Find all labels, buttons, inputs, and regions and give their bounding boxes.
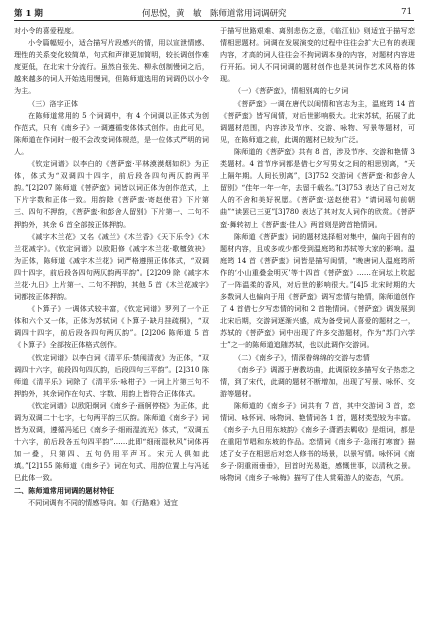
body-paragraph: 陈师道的《南乡子》词共有 7 首，其中交游词 3 首，恋情词、咏怀词、咏物词、艳情词各 1 首，题材类型较为丰富。《南乡子·九日用东坡韵》《南乡子·潇洒去羁收》是组词，都是在重阳节唱和东坡的作品。恋情词《南乡子·急雨打寒窗》描述了女子在相思后对恋人修书的场景，以景写情。咏怀词《南乡子·阴重雨垂垂》，回首时光易逝，感慨世事，以清秋之景。咏物词《南乡子·咏梅》描写了佳人赏菊游人的姿态，气质。 — [220, 400, 415, 483]
left-column — [14, 25, 209, 509]
subsection-heading: （一）《菩萨蛮》，情相别离的七夕词 — [234, 86, 349, 96]
subsection-heading: （二）《南乡子》，情深眷绵绵的交游与恋情 — [234, 352, 370, 362]
body-paragraph: 《钦定词谱》以欧阳炯词《南乡子·画舸停桡》为正体，此调为双调二十七字，七句两平韵三仄韵。陈师道《南乡子》词皆为双调，遵循冯延巳《南乡子·细雨湿流光》体式，“双调五十六字，前后段各五句四平韵”……此即“细雨湿秋风”词体再加一叠，只第四、五句仍用平声耳。宋元人俱如此填。”[2]155 陈师道《南乡子》词在句式、用韵位置上与冯延巳此体一致。 — [14, 400, 209, 483]
page-number: 71 — [401, 7, 412, 17]
body-paragraph: 小令篇幅短小，适合描写片段感兴的情，用以宣泄情感、理性的关系变化较简单，句式和声律更加简明，较长调创作难度更低，在北宋十分流行。虽然自张先、柳永创制慢词之后，越来越多的词人开始选用慢词，但陈师道选用的词调仍以小令为主。 — [14, 38, 209, 96]
body-paragraph: 于描写世路艰难、离别悲伤之意，《临江仙》则适宜于描写恋情相思题材。词调在发展演变的过程中往往会扩大已有的表现内容，才高的词人往往会不拘词调本身的内容，对题材内容进行开拓。词人不同词调的题材创作也是其词作艺术风格的体现。 — [220, 26, 415, 84]
body-paragraph: 《钦定词谱》以李白词《清平乐·禁闱清夜》为正体，“双调四十六字，前段四句四仄韵，后段四句三平韵”。[2]310 陈师道《清平乐》词除了《清平乐·咏柑子》一词上片第三句不押韵外，其余词作在句式、字数、用韵上皆符合正体体式。 — [14, 352, 209, 398]
section-heading: 二、陈师道常用词调的题材特征 — [14, 485, 115, 495]
body-paragraph: 在陈师道常用的 5 个词调中，有 4 个词调以正体式为创作范式，只有《南乡子》一调遵循变体体式创作。由此可见，陈师道在作词时一般不会改变词体规范，是一位体式严明的词人。 — [14, 110, 209, 156]
subsection-heading: （三）洛字正体 — [28, 98, 79, 108]
body-paragraph: 对小令的喜爱程度。 — [14, 26, 79, 35]
body-paragraph: 《菩萨蛮》一调在唐代以闺情和宫志为主，温庭筠 14 首《菩萨蛮》皆写闺情，对后世影响极大。北宋苏轼，拓展了此调题材范围，内容涉及节序、交游、咏物、写景等题材，可见，在陈师道之前，此调的题材已较为广泛。 — [220, 98, 415, 144]
body-paragraph: 《钦定词谱》以李白的《菩萨蛮·平林漠漠烟如织》为正体，体式为“双调四十四字，前后段各四句两仄韵两平韵。”[2]207 陈师道《菩萨蛮》词皆以词正体为创作范式，上下片字数和正体一致。用韵除《菩萨蛮·寄赵使君》下片第三、四句不押韵，《菩萨蛮·和彭舍人留别》下片第一、二句不押韵外，其余 6 首全部按正体押韵。 — [14, 159, 209, 229]
body-paragraph: 《卜算子》一调体式较丰富，《钦定词谱》罗列了一个正体和六个又一体，正体为苏轼词《卜算子·缺月挂疏桐》，“双调四十四字，前后段各四句两仄韵”。[2]206 陈师道 5 首《卜算子》全部按正体格式创作。 — [14, 304, 209, 350]
body-paragraph: 不同词调有不同的情感导向。如《行路难》适宜 — [28, 497, 179, 507]
right-column — [220, 25, 415, 485]
header-rule — [14, 20, 414, 21]
body-paragraph: 《南乡子》调源于唐教坊曲，此调原较多描写女子热恋之情，到了宋代，此调的题材不断增加，出现了写景、咏怀、交游等题材。 — [220, 364, 415, 398]
running-title: 何思悦，黄 敏 陈师道常用词调研究 — [142, 9, 287, 19]
issue-label: 第 1 期 — [14, 9, 43, 19]
body-paragraph: 陈师道《菩萨蛮》词的题材选择相对集中，偏向于固有的题材内容，且或多或少都受到温庭筠和苏轼等大家的影响。温庭筠 14 首《菩萨蛮》词皆是描写闺情，“晚唐词人温庭筠所作的‘小山重叠金明灭’等十四首《菩萨蛮》……在词坛上吹起了一阵温柔的香风，对后世的影响很大。”[4]5 北宋时期的大多数词人也偏向于用《菩萨蛮》调写恋情与艳情，陈师道创作了 4 首借七夕写恋情的词和 2 首艳情词。《菩萨蛮》调发展到北宋后期，交游词逐渐兴盛，成为备受词人喜爱的题材之一，苏轼的《菩萨蛮》词中出现了许多交游题材，作为“苏门六学士”之一的陈师道追随苏轼，也以此调作交游词。 — [220, 231, 415, 350]
body-paragraph: 陈师道的《菩萨蛮》共有 8 首，涉及节序、交游和艳情 3 类题材。4 首节序词都是借七夕写男女之间的相思别离，“天上隔年期。人间长别离”，[3]752 交游词《菩萨蛮·和彭舍人留别》“佳年一年一年，去留千载名。”[3]753 表达了自己对友人的不舍和美好祝愿。《菩萨蛮·送赵使君》“请词瑶句前朝曲”“读罢已三更”[3]780 表达了其对友人词作的欣赏。《菩萨蛮·舞转初上《菩萨蛮·佳人》两首则是跨首艳情词。 — [220, 146, 415, 229]
page-header — [14, 4, 412, 20]
body-paragraph: 《减字木兰花》又名《减兰》《木兰香》《天下乐令》《木兰花减字》。《钦定词谱》以欧阳修《减字木兰花·歌檀敛袂》为正体，陈师道《减字木兰花》词严格遵照正体体式，“双调四十四字，前后段各四句两仄韵两平韵”。[2]209 除《减字木兰花·九日》上片第一、二句不押韵，其他 5 首《木兰花减字》词都按正体押韵。 — [14, 231, 209, 302]
